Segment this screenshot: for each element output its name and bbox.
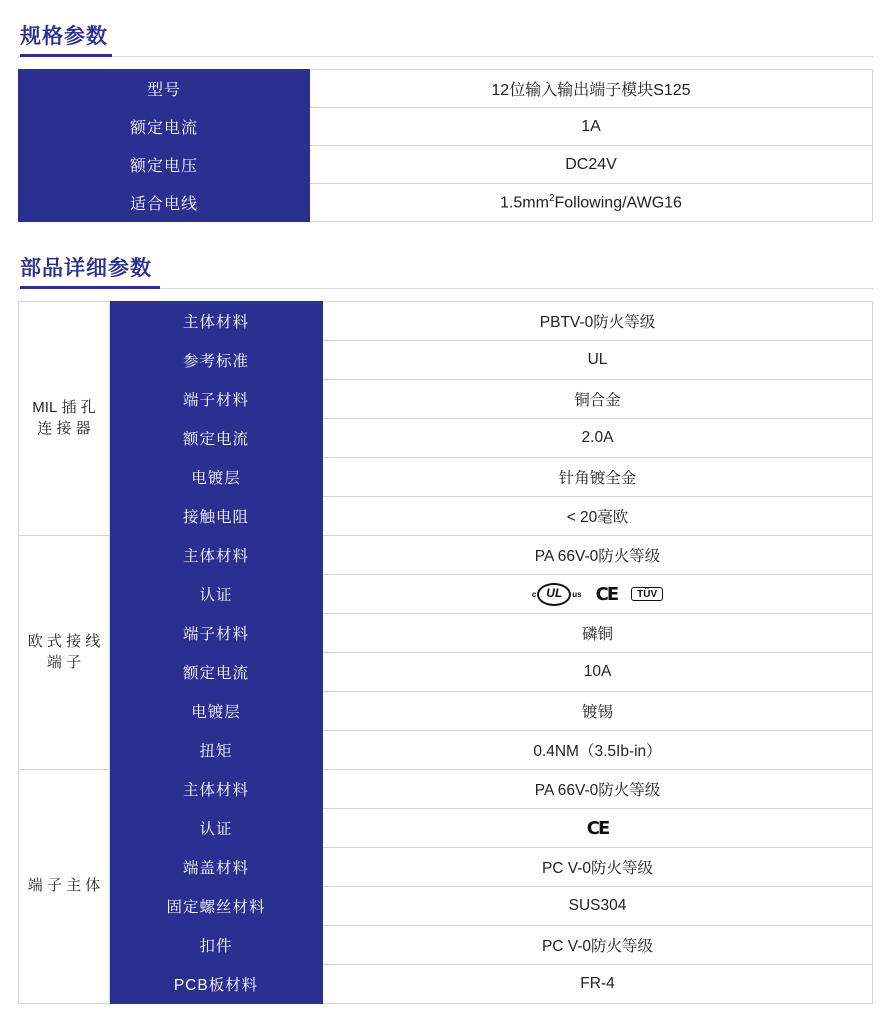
wire-size-superscript: 2 [548,192,555,204]
table-row [19,536,873,575]
spec-row-value: DC24V [310,146,873,184]
detail-row-value: UL [323,341,873,380]
detail-row-key: 参考标准 [110,341,323,380]
table-row [19,848,873,887]
detail-row-key: 端子材料 [110,380,323,419]
detail-row-value: FR-4 [323,965,873,1004]
detail-row-key: 主体材料 [110,770,323,809]
spec-row-label: 型号 [19,70,310,108]
detail-row-value: 铜合金 [323,380,873,419]
detail-row-value: < 20毫欧 [323,497,873,536]
spec-row-label: 额定电压 [19,146,310,184]
detail-row-value: PBTV-0防火等级 [323,302,873,341]
table-row [19,458,873,497]
detail-row-key: 额定电流 [110,419,323,458]
detail-row-key: 端子材料 [110,614,323,653]
spec-section-header [18,12,873,57]
group-label-line: 连 [37,419,53,437]
group-label-line: 主 [66,877,82,895]
detail-row-key: 电镀层 [110,692,323,731]
table-row [19,419,873,458]
table-row [19,770,873,809]
group-label-line: 子 [66,653,82,671]
group-label-line: 插 [61,399,77,417]
detail-row-value: PA 66V-0防火等级 [323,536,873,575]
spec-row-value [310,184,873,222]
spec-row-label: 额定电流 [19,108,310,146]
detail-row-key: 额定电流 [110,653,323,692]
table-row [19,108,873,146]
group-label-line: 线 [85,633,101,651]
certification-marks [324,576,871,612]
detail-row-value: 10A [323,653,873,692]
table-row [19,653,873,692]
detail-row-value: PC V-0防火等级 [323,848,873,887]
table-row [19,70,873,108]
tuv-certification-icon: TÜV [631,587,663,601]
detail-row-value-certifications [323,575,873,614]
table-row [19,926,873,965]
wire-size-text: 1.5mm [500,194,549,212]
detail-row-key: PCB板材料 [110,965,323,1004]
spec-row-value: 1A [310,108,873,146]
detail-row-key: 认证 [110,575,323,614]
group-label-line: 接 [56,419,72,437]
group-label-line: 孔 [80,399,96,417]
table-row [19,146,873,184]
ce-certification-icon: CE [595,583,618,605]
group-label-line: 端 [27,877,43,895]
table-row [19,614,873,653]
detail-row-key: 固定螺丝材料 [110,887,323,926]
detail-row-value: PA 66V-0防火等级 [323,770,873,809]
detail-row-value: PC V-0防火等级 [323,926,873,965]
spec-row-value: 12位输入输出端子模块S125 [310,70,873,108]
detail-row-value: 镀锡 [323,692,873,731]
spec-table [18,69,873,222]
table-row [19,887,873,926]
group-label-line: 式 [46,633,62,651]
table-row [19,184,873,222]
table-row [19,692,873,731]
group-label-line: 欧 [27,633,43,651]
wire-size-suffix: Following/AWG16 [554,194,682,212]
group-label-line: 子 [46,877,62,895]
table-row [19,302,873,341]
detail-row-key: 接触电阻 [110,497,323,536]
detail-section-title: 部品详细参数 [20,257,152,280]
certification-marks [324,810,871,846]
table-row [19,731,873,770]
detail-row-key: 主体材料 [110,536,323,575]
spec-section-title: 规格参数 [20,25,108,48]
ul-certification-icon: c UL us [532,583,582,606]
detail-row-key: 端盖材料 [110,848,323,887]
detail-row-value: 磷铜 [323,614,873,653]
ce-certification-icon: CE [586,817,609,839]
group-label-mil [19,302,110,536]
detail-row-value-certifications [323,809,873,848]
group-label-line: 接 [66,633,82,651]
detail-row-key: 主体材料 [110,302,323,341]
table-row [19,965,873,1004]
group-label-line: MIL [32,399,58,417]
group-label-line: 体 [85,877,101,895]
detail-table [18,301,873,1004]
spec-row-label: 适合电线 [19,184,310,222]
table-row [19,341,873,380]
detail-row-key: 扣件 [110,926,323,965]
detail-row-value: 2.0A [323,419,873,458]
detail-row-key: 扭矩 [110,731,323,770]
detail-row-value: SUS304 [323,887,873,926]
group-label-line: 端 [46,653,62,671]
table-row [19,380,873,419]
table-row [19,497,873,536]
group-label-line: 器 [75,419,91,437]
group-label-euro-terminal [19,536,110,770]
detail-row-key: 电镀层 [110,458,323,497]
group-label-terminal-body [19,770,110,1004]
detail-row-key: 认证 [110,809,323,848]
detail-row-value: 0.4NM（3.5Ib-in） [323,731,873,770]
detail-section-header [18,244,873,289]
table-row [19,575,873,614]
table-row [19,809,873,848]
detail-row-value: 针角镀全金 [323,458,873,497]
